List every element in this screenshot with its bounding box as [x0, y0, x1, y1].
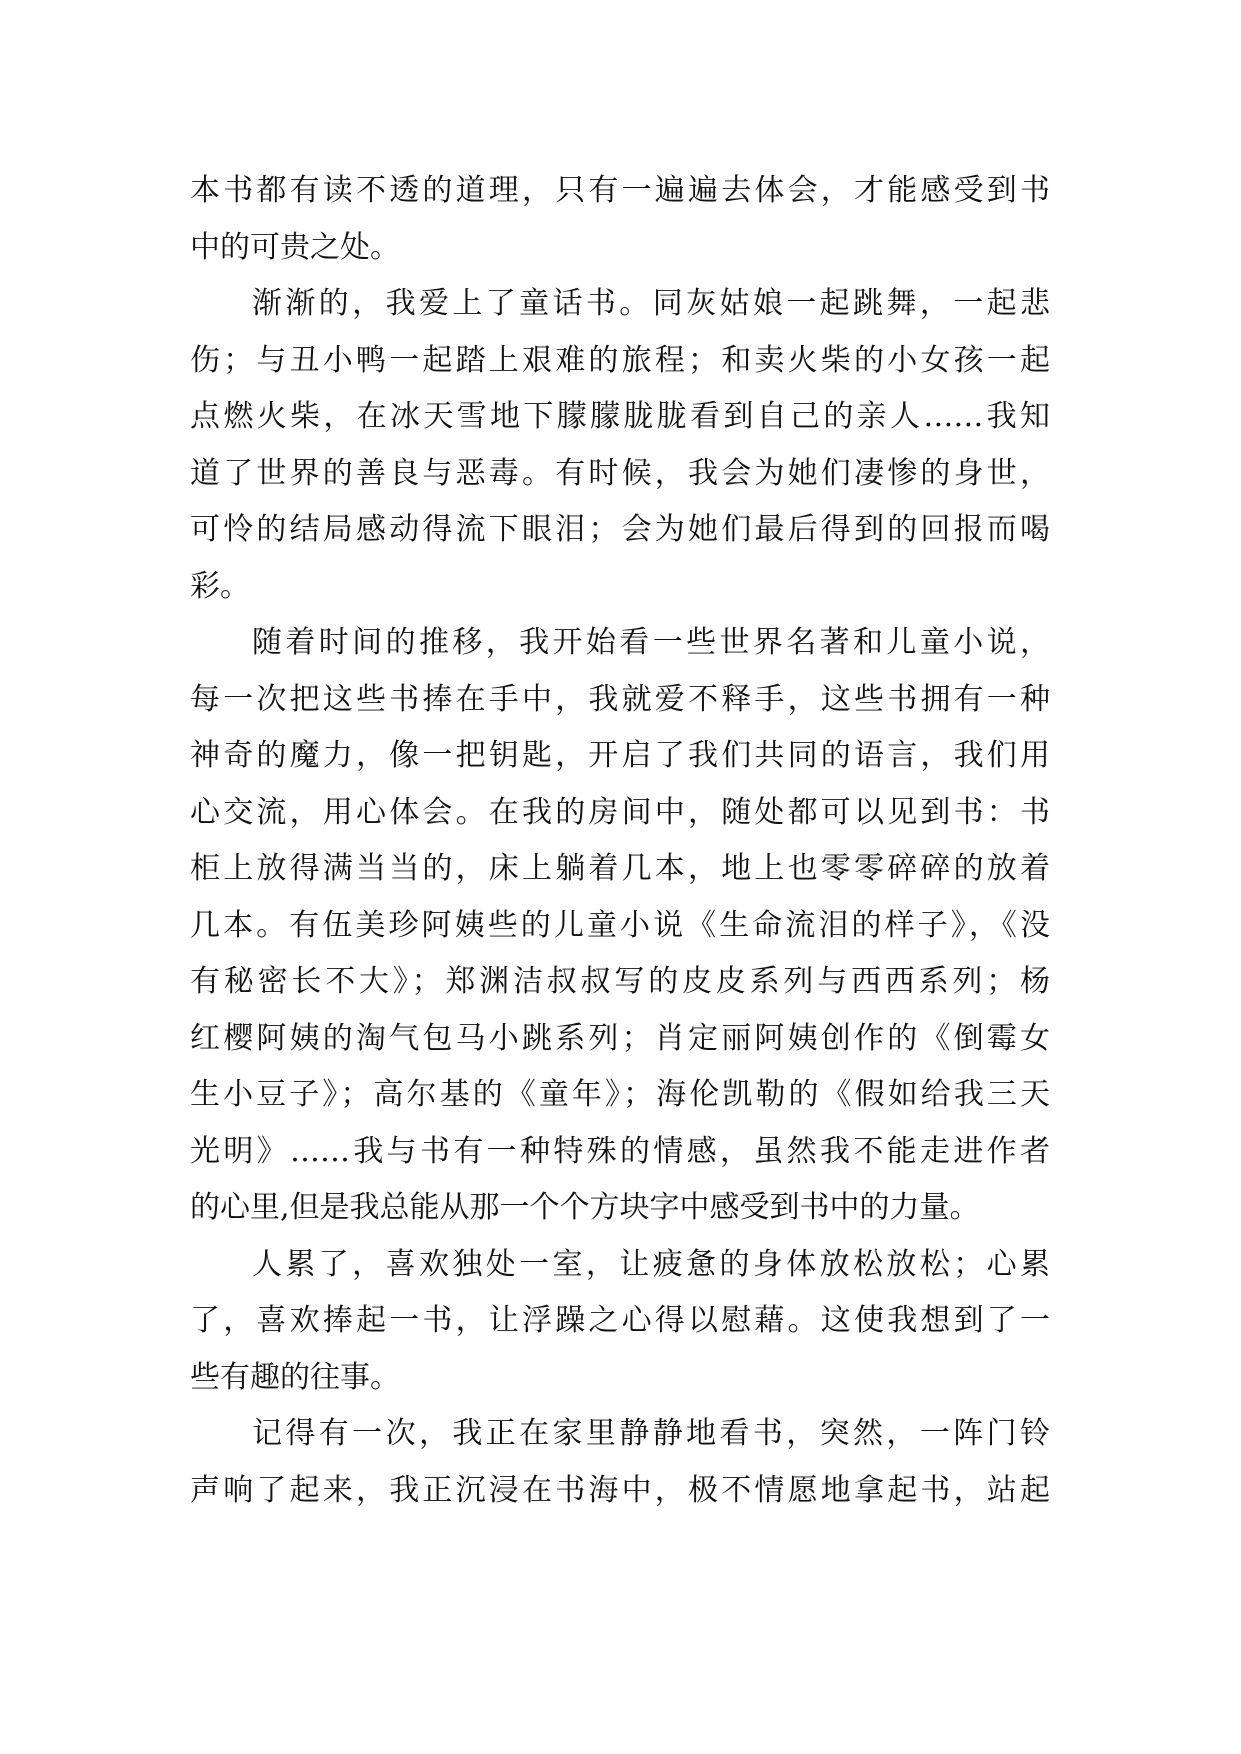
paragraph-first-line: 人累了，喜欢独处一室，让疲惫的身体放松放松；心累 — [252, 1246, 1050, 1282]
document-body — [190, 163, 1050, 1519]
text-line: 柜上放得满当当的，床上躺着几本，地上也零零碎碎的放着 — [190, 851, 1050, 886]
text-line: 可怜的结局感动得流下眼泪；会为她们最后得到的回报而喝 — [190, 512, 1050, 547]
text-line: 红樱阿姨的淘气包马小跳系列；肖定丽阿姨创作的《倒霉女 — [190, 1020, 1050, 1056]
text-line: 有秘密长不大》；郑渊洁叔叔写的皮皮系列与西西系列；杨 — [190, 964, 1050, 999]
text-line: 中的可贵之处。 — [190, 229, 400, 265]
paragraph-first-line: 记得有一次，我正在家里静静地看书，突然，一阵门铃 — [252, 1416, 1050, 1451]
text-line: 声响了起来，我正沉浸在书海中，极不情愿地拿起书，站起 — [190, 1472, 1050, 1508]
text-line: 每一次把这些书捧在手中，我就爱不释手，这些书拥有一种 — [190, 681, 1050, 717]
text-line: 神奇的魔力，像一把钥匙，开启了我们共同的语言，我们用 — [190, 738, 1050, 773]
text-line: 本书都有读不透的道理，只有一遍遍去体会，才能感受到书 — [190, 173, 1050, 208]
text-line: 了，喜欢捧起一书，让浮躁之心得以慰藉。这使我想到了一 — [190, 1303, 1050, 1338]
text-line: 心交流，用心体会。在我的房间中，随处都可以见到书：书 — [190, 794, 1050, 830]
text-line: 的心里,但是我总能从那一个个方块字中感受到书中的力量。 — [190, 1190, 980, 1225]
paragraph-first-line: 随着时间的推移，我开始看一些世界名著和儿童小说， — [252, 625, 1050, 660]
text-line: 点燃火柴，在冰天雪地下朦朦胧胧看到自己的亲人……我知 — [190, 399, 1050, 434]
paragraph-first-line: 渐渐的，我爱上了童话书。同灰姑娘一起跳舞，一起悲 — [252, 286, 1050, 321]
text-line: 道了世界的善良与恶毒。有时候，我会为她们凄惨的身世， — [190, 455, 1050, 491]
text-line: 几本。有伍美珍阿姨些的儿童小说《生命流泪的样子》，《没 — [190, 907, 1050, 943]
text-line: 彩。 — [190, 568, 250, 604]
text-line: 伤；与丑小鸭一起踏上艰难的旅程；和卖火柴的小女孩一起 — [190, 342, 1050, 378]
text-line: 光明》……我与书有一种特殊的情感，虽然我不能走进作者 — [190, 1133, 1050, 1169]
text-line: 生小豆子》；高尔基的《童年》；海伦凯勒的《假如给我三天 — [190, 1077, 1050, 1112]
text-line: 些有趣的往事。 — [190, 1359, 400, 1395]
